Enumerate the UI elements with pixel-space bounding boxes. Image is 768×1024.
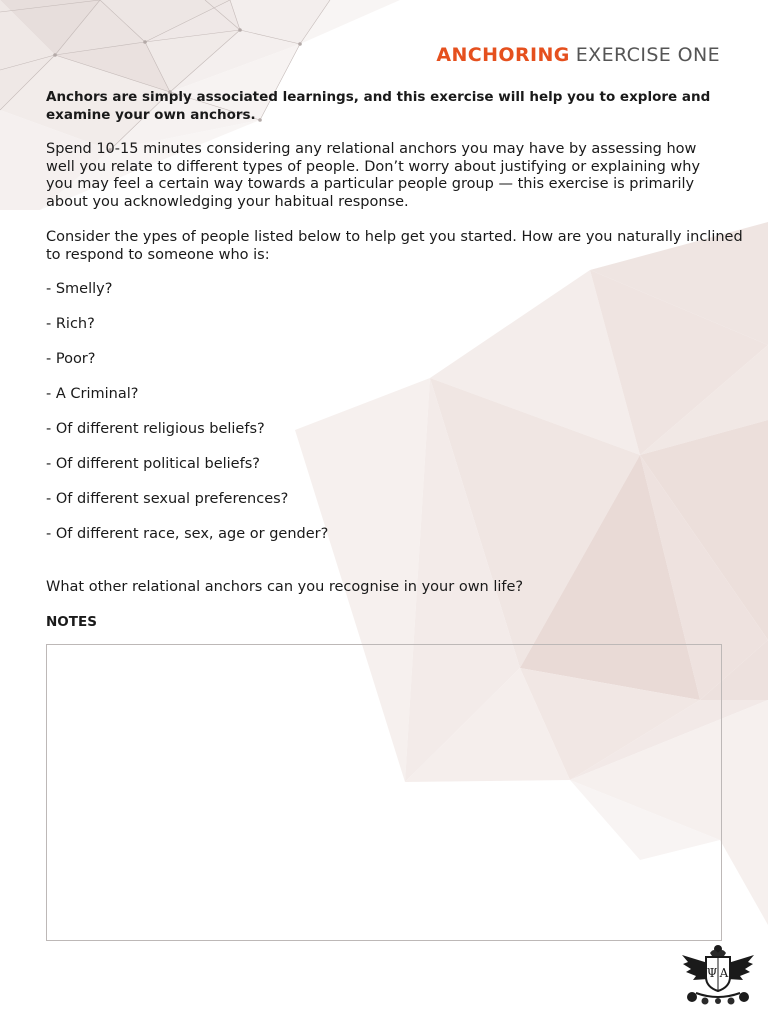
logo-crown [710,945,726,956]
logo-left-skull [687,992,697,1002]
title-highlight: ANCHORING [436,44,570,66]
list-item: - Of different political beliefs? [46,456,260,472]
logo-ornaments [687,992,749,1005]
logo-right-skull [739,992,749,1002]
mesh-node [238,28,242,32]
logo-right-rose [728,998,735,1005]
people-type-list [46,281,328,561]
intro-paragraph: Anchors are simply associated learnings, and this exercise will help you to explore and examine your own anchors. [46,89,711,123]
notes-label: NOTES [46,614,97,630]
title-rest: EXERCISE ONE [575,44,720,66]
list-item: - Of different race, sex, age or gender? [46,526,329,542]
list-item: - Poor? [46,351,96,367]
crest-logo [680,943,756,1007]
list-item: - Of different sexual preferences? [46,491,289,507]
logo-left-wing [682,955,708,980]
mesh-node [53,53,57,57]
closing-question: What other relational anchors can you recognise in your own life? [46,579,524,595]
logo-psi-letter: Ψ [706,966,718,980]
list-item: - Of different religious beliefs? [46,421,265,437]
notes-box [46,644,722,941]
list-item: - Smelly? [46,281,113,297]
logo-ribbon [696,993,740,997]
instructions-paragraph: Spend 10-15 minutes considering any relational anchors you may have by assessing how well you relate to different types of people. Don’t worry about justifying or explaining why you may feel a certain way towards a particular people group — this exercise is primarily about you acknowledging your habitual response. [46,141,701,210]
prompt-paragraph: Consider the ypes of people listed below to help get you started. How are you naturally inclined to respond to someone who is: [46,229,743,263]
logo-right-wing [728,955,754,980]
logo-a-letter: A [719,966,729,980]
page-title [436,43,720,67]
list-item: - Rich? [46,316,95,332]
mesh-node [298,42,302,46]
logo-center-rose [715,998,721,1004]
mesh-node [143,40,147,44]
logo-left-rose [702,998,709,1005]
list-item: - A Criminal? [46,386,139,402]
